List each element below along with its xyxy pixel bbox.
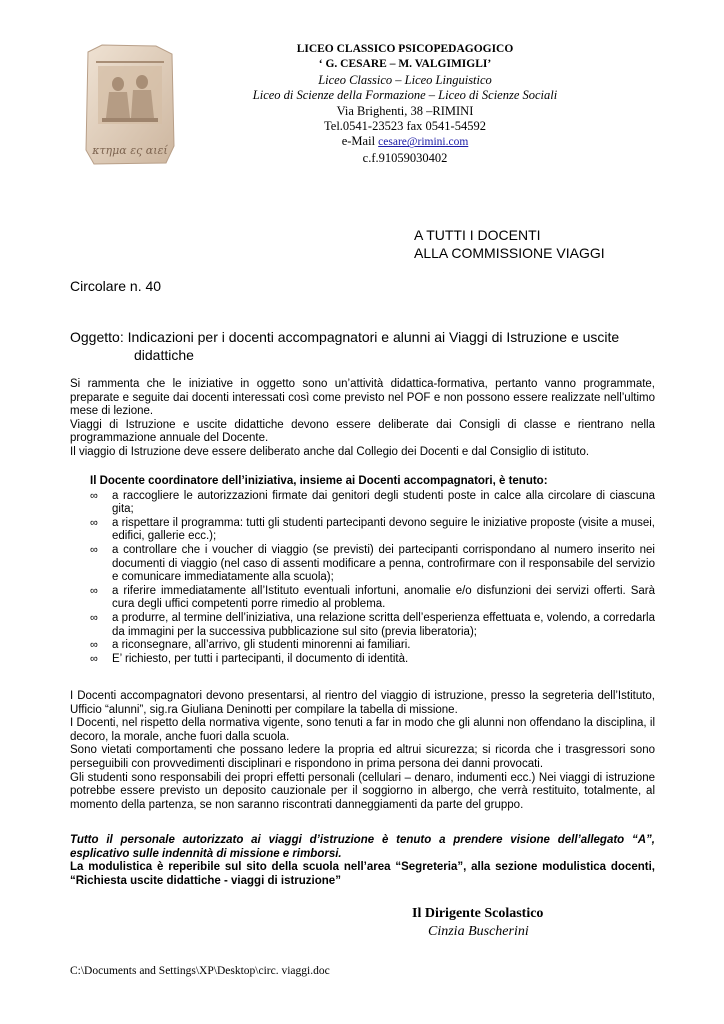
list-item	[90, 639, 655, 653]
rules-section	[70, 690, 655, 812]
notes-section	[70, 834, 655, 888]
school-names: ‘ G. CESARE – M. VALGIMIGLI’	[318, 58, 492, 71]
list-item-text: E’ richiesto, per tutti i partecipanti, il documento di identità.	[112, 652, 409, 665]
rules-paragraph-3: Sono vietati comportamenti che possano ledere la propria ed altrui sicurezza; si ricorda che i trasgressori sono perseguibili con provvedimenti disciplinari e rispondono in prima persona dei danni provocati.	[70, 744, 655, 770]
signatory-name: Cinzia Buscherini	[428, 924, 529, 939]
recipient-line-1: A TUTTI I DOCENTI	[414, 227, 541, 243]
school-email-line	[190, 134, 620, 150]
subject	[70, 328, 655, 364]
list-item	[90, 653, 655, 667]
list-item	[90, 585, 655, 612]
rules-paragraph-4: Gli studenti sono responsabili dei propri effetti personali (cellulari – denaro, indumenti ecc.) Nei viaggi di istruzione potrebbe essere previsto un deposito cauzionale per il soggiorno in albergo, che verrà restituito, totalmente, al momento della partenza, se non saranno riscontrati danneggiamenti da parte del gruppo.	[70, 771, 655, 811]
list-item-text: a rispettare il programma: tutti gli studenti partecipanti devono seguire le iniziative proposte (visite a musei, edifici, gallerie ecc.);	[112, 516, 655, 543]
school-types-2: Liceo di Scienze della Formazione – Liceo di Scienze Sociali	[252, 88, 558, 103]
responsibilities-heading: Il Docente coordinatore dell’iniziativa, insieme ai Docenti accompagnatori, è tenuto:	[90, 475, 548, 487]
school-name: LICEO CLASSICO PSICOPEDAGOGICO	[296, 43, 514, 55]
circular-number: Circolare n. 40	[70, 278, 162, 294]
responsibilities-list	[90, 490, 655, 667]
subject-line-2: didattiche	[134, 347, 194, 363]
intro-paragraph-2: Viaggi di Istruzione e uscite didattiche devono essere deliberate dai Consigli di classe e rientrano nella programmazione annuale del Docente.	[70, 418, 655, 445]
recipient-line-2: ALLA COMMISSIONE VIAGGI	[414, 245, 605, 261]
school-tax-code: c.f.91059030402	[362, 150, 448, 165]
school-phone: Tel.0541-23523 fax 0541-54592	[324, 119, 486, 134]
notes-paragraph-2: La modulistica è reperibile sul sito della scuola nell’area “Segreteria”, alla sezione modulistica docenti, “Richiesta uscite didattiche - viaggi di istruzione”	[70, 861, 655, 887]
file-path-footer: C:\Documents and Settings\XP\Desktop\circ. viaggi.doc	[70, 965, 330, 977]
recipients	[414, 226, 605, 262]
list-item-text: a raccogliere le autorizzazioni firmate dai genitori degli studenti poste in calce alla circolare di ciascuna gita;	[112, 489, 655, 516]
infinity-bullet-icon: ∞	[90, 543, 98, 556]
list-item-text: a controllare che i voucher di viaggio (se previsti) dei partecipanti corrispondano al numero inserito nei documenti di viaggio (nel caso di assenti modificare a penna, controfirmare con il responsabile del servizio e comunicare immediatamente alla scuola);	[112, 543, 655, 584]
list-item	[90, 490, 655, 517]
infinity-bullet-icon: ∞	[90, 611, 98, 624]
infinity-bullet-icon: ∞	[90, 584, 98, 597]
logo-motto: κτημα ες αιεί	[92, 144, 168, 157]
responsibilities-section	[90, 475, 655, 666]
list-item-text: a riconsegnare, all’arrivo, gli studenti minorenni ai familiari.	[112, 639, 411, 652]
subject-line-1: Oggetto: Indicazioni per i docenti accompagnatori e alunni ai Viaggi di Istruzione e uscite	[70, 329, 620, 345]
intro-section	[70, 378, 655, 460]
list-item-text: a produrre, al termine dell’iniziativa, una relazione scritta dell’esperienza effettuata e, volendo, a corredarla da immagini per la successiva pubblicazione sul sito (previa liberatoria);	[112, 611, 655, 638]
email-label: e-Mail	[341, 134, 379, 149]
rules-paragraph-1: I Docenti accompagnatori devono presentarsi, al rientro del viaggio di istruzione, presso la segreteria dell’Istituto, Ufficio “alunni”, sig.ra Giuliana Deninotti per compilare la tabella di missione.	[70, 690, 655, 716]
rules-paragraph-2: I Docenti, nel rispetto della normativa vigente, sono tenuti a far in modo che gli alunni non offendano la disciplina, il decoro, la morale, anche fuori dalla scuola.	[70, 717, 655, 743]
infinity-bullet-icon: ∞	[90, 516, 98, 529]
list-item	[90, 612, 655, 639]
school-header	[190, 42, 620, 166]
signature-block	[412, 905, 543, 941]
list-item-text: a riferire immediatamente all’Istituto eventuali infortuni, anomalie e/o disfunzioni dei servizi offerti. Sarà cura degli uffici competenti porre rimedio al problema.	[112, 584, 655, 611]
intro-paragraph-1: Si rammenta che le iniziative in oggetto sono un’attività didattica-formativa, pertanto vanno programmate, preparate e seguite dai docenti interessati così come previsto nel POF e non possono essere realizzate nell’ultimo mese di lezione.	[70, 378, 655, 418]
school-address: Via Brighenti, 38 –RIMINI	[336, 103, 474, 118]
signatory-title: Il Dirigente Scolastico	[412, 906, 544, 921]
list-item	[90, 544, 655, 585]
infinity-bullet-icon: ∞	[90, 639, 98, 652]
school-logo	[82, 42, 178, 166]
list-item	[90, 517, 655, 544]
notes-paragraph-1: Tutto il personale autorizzato ai viaggi d’istruzione è tenuto a prendere visione dell’allegato “A”, esplicativo sulle indennità di missione e rimborsi.	[70, 834, 655, 860]
email-link[interactable]: cesare@rimini.com	[378, 136, 469, 149]
infinity-bullet-icon: ∞	[90, 652, 98, 665]
infinity-bullet-icon: ∞	[90, 489, 98, 502]
intro-paragraph-3: Il viaggio di Istruzione deve essere deliberato anche dal Collegio dei Docenti e dal Consiglio di istituto.	[70, 445, 590, 458]
school-types-1: Liceo Classico – Liceo Linguistico	[318, 72, 492, 87]
